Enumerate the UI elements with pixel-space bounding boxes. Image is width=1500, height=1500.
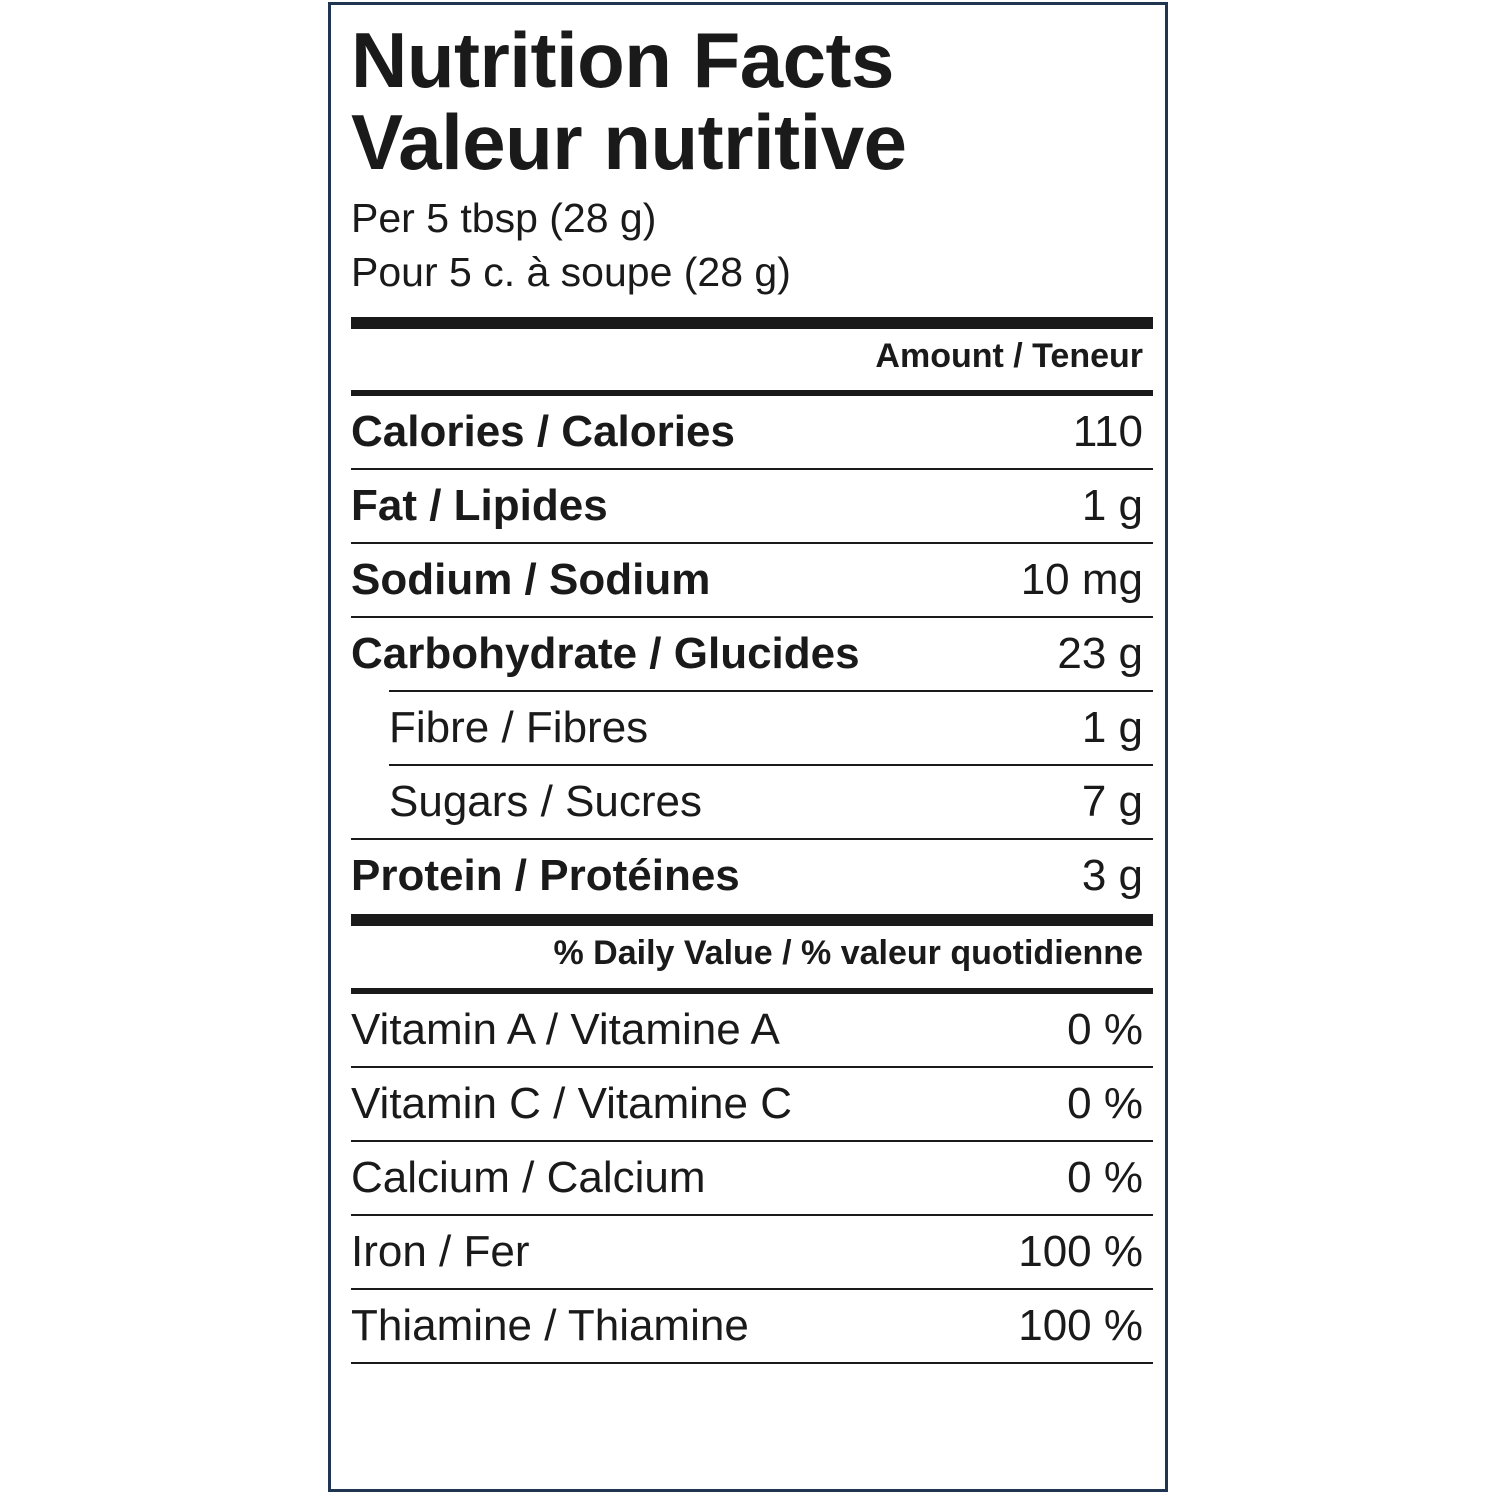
nutrient-label: Sugars / Sucres bbox=[389, 777, 703, 826]
nutrient-row-protein bbox=[351, 840, 1153, 912]
serving-size-french: Pour 5 c. à soupe (28 g) bbox=[351, 249, 791, 295]
title-french: Valeur nutritive bbox=[351, 98, 907, 186]
nutrient-value: 1 g bbox=[1081, 703, 1143, 752]
nutrition-facts-content bbox=[351, 5, 1153, 1364]
serving-size-english: Per 5 tbsp (28 g) bbox=[351, 195, 657, 241]
nutrient-label: Fibre / Fibres bbox=[389, 703, 649, 752]
nutrient-label: Fat / Lipides bbox=[351, 481, 608, 530]
nutrient-label: Protein / Protéines bbox=[351, 851, 740, 900]
nutrient-row-carbohydrate bbox=[351, 618, 1153, 690]
nutrient-row-fibre bbox=[351, 692, 1153, 764]
amount-header: Amount / Teneur bbox=[875, 337, 1143, 375]
vitamin-label: Calcium / Calcium bbox=[351, 1153, 706, 1202]
nutrient-label: Carbohydrate / Glucides bbox=[351, 629, 860, 678]
daily-value-header: % Daily Value / % valeur quotidienne bbox=[553, 934, 1143, 972]
thick-divider bbox=[351, 914, 1153, 926]
vitamin-value: 100 % bbox=[1018, 1301, 1143, 1350]
nutrient-value: 10 mg bbox=[1020, 555, 1143, 604]
vitamin-row-iron bbox=[351, 1216, 1153, 1288]
vitamin-label: Vitamin C / Vitamine C bbox=[351, 1079, 792, 1128]
nutrient-row-fat bbox=[351, 470, 1153, 542]
nutrient-value: 7 g bbox=[1081, 777, 1143, 826]
nutrient-value: 1 g bbox=[1081, 481, 1143, 530]
nutrient-label: Calories / Calories bbox=[351, 407, 735, 456]
nutrient-row-sugars bbox=[351, 766, 1153, 838]
vitamin-value: 0 % bbox=[1067, 1005, 1143, 1054]
nutrient-row-calories bbox=[351, 396, 1153, 468]
vitamin-row-vitamin-c bbox=[351, 1068, 1153, 1140]
vitamin-label: Vitamin A / Vitamine A bbox=[351, 1005, 780, 1054]
thick-divider bbox=[351, 317, 1153, 329]
vitamin-row-vitamin-a bbox=[351, 994, 1153, 1066]
vitamin-value: 0 % bbox=[1067, 1079, 1143, 1128]
vitamin-label: Thiamine / Thiamine bbox=[351, 1301, 749, 1350]
thin-divider bbox=[351, 1362, 1153, 1364]
vitamin-value: 100 % bbox=[1018, 1227, 1143, 1276]
nutrient-row-sodium bbox=[351, 544, 1153, 616]
vitamin-value: 0 % bbox=[1067, 1153, 1143, 1202]
vitamin-label: Iron / Fer bbox=[351, 1227, 530, 1276]
nutrient-value: 23 g bbox=[1057, 629, 1143, 678]
vitamin-row-calcium bbox=[351, 1142, 1153, 1214]
nutrient-value: 3 g bbox=[1081, 851, 1143, 900]
nutrient-value: 110 bbox=[1072, 407, 1143, 456]
vitamin-row-thiamine bbox=[351, 1290, 1153, 1362]
nutrient-label: Sodium / Sodium bbox=[351, 555, 711, 604]
title-english: Nutrition Facts bbox=[351, 16, 894, 104]
nutrition-facts-panel bbox=[328, 2, 1168, 1492]
